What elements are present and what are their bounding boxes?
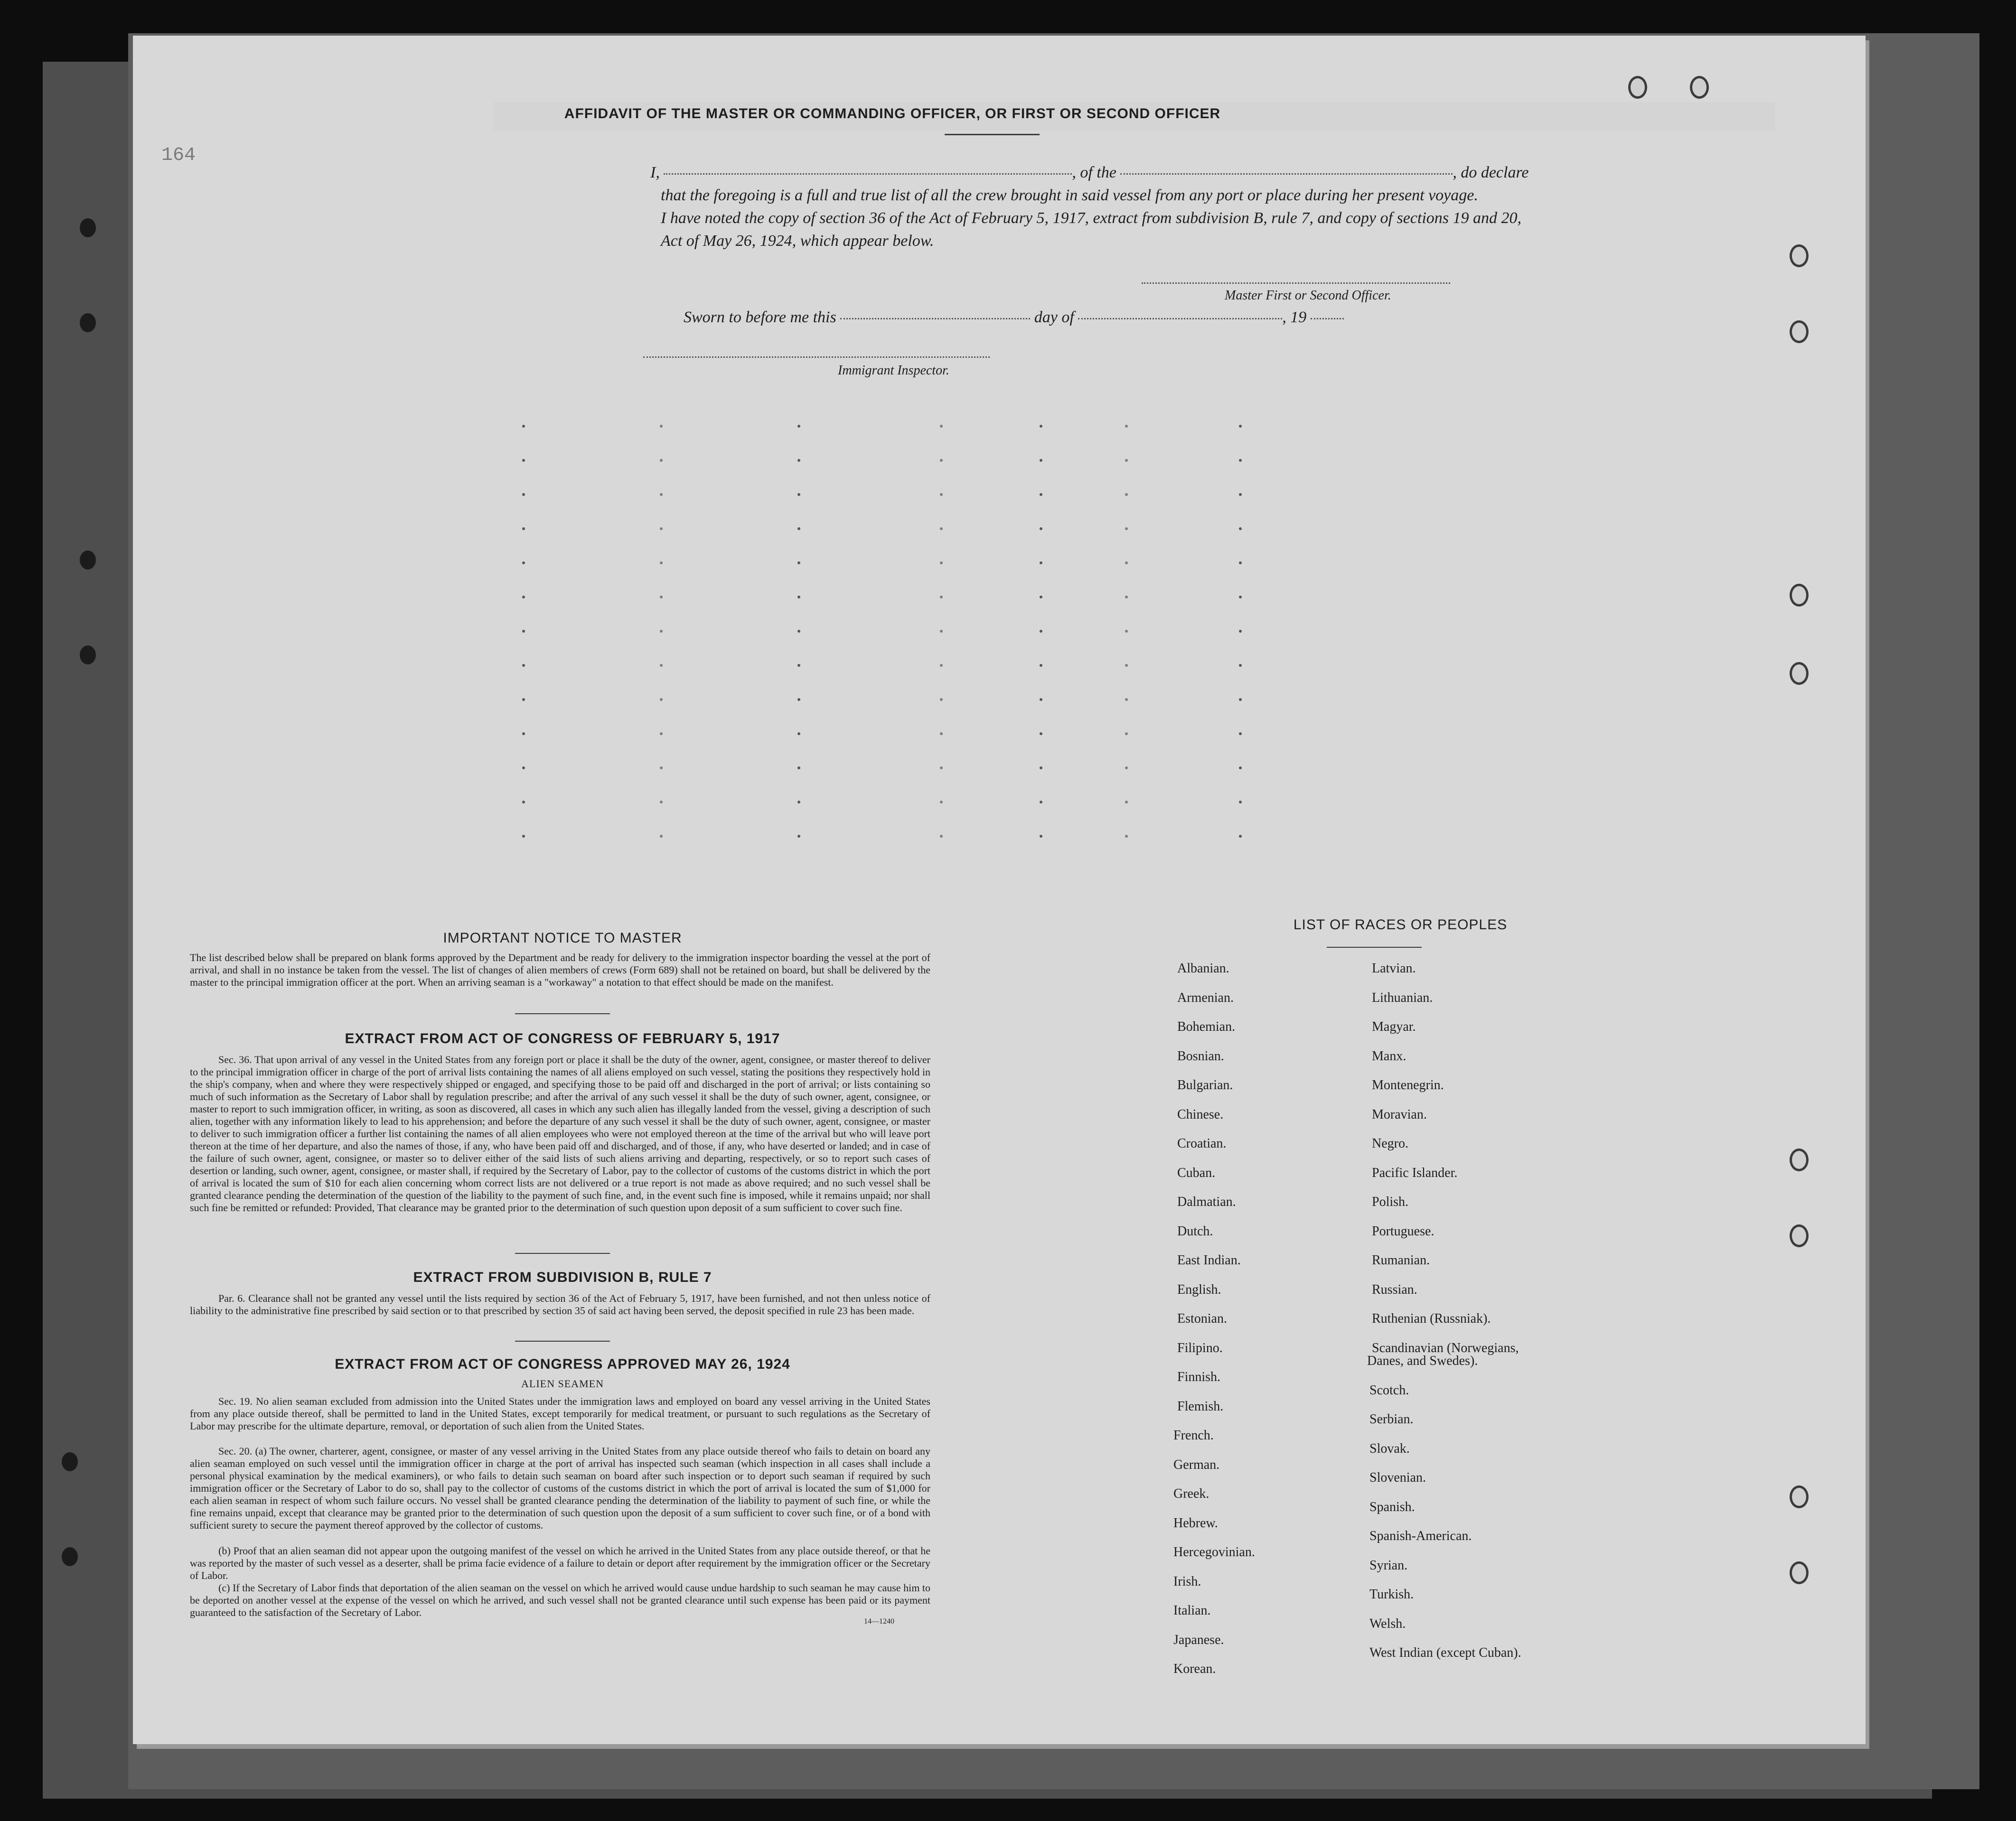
race-item: Pacific Islander.: [1372, 1165, 1458, 1180]
ruling-dot: [1239, 527, 1242, 530]
ruling-dot: [1239, 801, 1242, 803]
race-item: Finnish.: [1177, 1370, 1221, 1384]
rule7-title: EXTRACT FROM SUBDIVISION B, RULE 7: [413, 1270, 712, 1285]
race-item: Manx.: [1372, 1048, 1407, 1064]
ruling-dot: [940, 596, 943, 598]
races-divider: [1327, 947, 1422, 948]
declaration-line-2: that the foregoing is a full and true list of all the crew brought in said vessel from any port or place during her present voyage.: [661, 187, 1478, 204]
ruling-dot: [660, 493, 663, 496]
section-20b-text: (b) Proof that an alien seaman did not appear upon the outgoing manifest of the vessel on which he arrived in the United States from any place outside thereof, or that he was reported by the master of such vessel as a deserter, shall be prima facie evidence of a failure to detain or deport after requirement by the immigration officer or the Secretary of Labor.: [190, 1545, 930, 1581]
ruling-dot: [1239, 732, 1242, 735]
ruling-dot: [1040, 527, 1042, 530]
race-item: Ruthenian (Russniak).: [1372, 1311, 1491, 1326]
race-item: Negro.: [1372, 1136, 1408, 1151]
race-item: English.: [1177, 1282, 1221, 1297]
race-item: Danes, and Swedes).: [1367, 1354, 1478, 1369]
ruling-dot: [660, 698, 663, 701]
ruling-dot: [940, 425, 943, 428]
ruling-dot: [940, 493, 943, 496]
affidavit-title: AFFIDAVIT OF THE MASTER OR COMMANDING OFFICER, OR FIRST OR SECOND OFFICER: [564, 106, 1221, 121]
race-item: Hercegovinian.: [1173, 1545, 1255, 1560]
race-item: Latvian.: [1372, 961, 1416, 976]
form-number: 14—1240: [864, 1617, 894, 1625]
ruling-dot: [522, 493, 525, 496]
ruling-dot: [660, 732, 663, 735]
ruling-dot: [1040, 835, 1042, 838]
notice-body: The list described below shall be prepared on blank forms approved by the Department and be ready for delivery to the immigration inspector boarding the vessel at the port of arrival, and shall in no instance be taken from the vessel. The list of changes of alien members of crews (Form 689) shall not be retained on board, but shall be delivered by the master to the principal immigration officer at the port. When an arriving seaman is a "workaway" a notation to that effect should be made on the manifest.: [190, 952, 930, 988]
declaration-line-3: I have noted the copy of section 36 of the Act of February 5, 1917, extract from subdivision B, rule 7, and copy of sections 19 and 20,: [661, 209, 1522, 227]
ruling-dot: [1125, 425, 1128, 428]
ruling-dot: [660, 766, 663, 769]
ruling-dot: [940, 527, 943, 530]
do-declare-label: , do declare: [1453, 164, 1529, 181]
ruling-dot: [522, 801, 525, 803]
race-item: Spanish-American.: [1369, 1529, 1472, 1544]
ruling-dot: [1040, 561, 1042, 564]
punch-ring: [1790, 1224, 1809, 1247]
declarant-line: [650, 164, 1529, 182]
sworn-label: Sworn to before me this: [684, 308, 836, 326]
race-item: Dalmatian.: [1177, 1195, 1236, 1209]
race-item: Welsh.: [1369, 1616, 1406, 1631]
ruling-dot: [940, 561, 943, 564]
race-item: Hebrew.: [1173, 1515, 1218, 1531]
race-item: Greek.: [1173, 1486, 1210, 1501]
punch-ring: [1628, 76, 1647, 99]
binder-hole: [62, 1452, 78, 1471]
race-item: Spanish.: [1369, 1499, 1415, 1514]
extract-1917-body: Sec. 36. That upon arrival of any vessel in the United States from any foreign port or place it shall be the duty of the owner, agent, consignee, or master thereof to deliver to the principal immigration officer in charge of the port of arrival lists containing the names of all aliens employed on such vessel, stating the positions they respectively hold in the ship's company, when and where they were respectively shipped or engaged, and specifying those to be paid off and discharged in the port of arrival; or lists containing so much of such information as the Secretary of Labor shall by regulation prescribe; and after the arrival of any such vessel it shall be the duty of such owner, agent, consignee, or master to report to such immigration officer, in writing, as soon as discovered, all cases in which any such alien has illegally landed from the vessel, giving a description of such alien, together with any information likely to lead to his apprehension; and before the departure of any such vessel it shall be the duty of such owner, agent, consignee, or master to deliver to such immigration officer a further list containing the names of all alien employees who were not employed thereon at the time of the arrival but who will leave port thereon at the time of her departure, and also the names of those, if any, who have been paid off and discharged, and of those, if any, who have deserted or landed; and in case of the failure of such owner, agent, consignee, or master so to deliver either of the said lists of such aliens arriving and departing, respectively, or so to report such cases of desertion or landing, such owner, agent, consignee, or master shall, if required by the Secretary of Labor, pay to the collector of customs of the customs district in which the port of arrival is located the sum of $10 for each alien concerning whom correct lists are not delivered or a true report is not made as above required; and no such vessel shall be granted clearance pending the determination of the question of the liability to the payment of such fine, and, in the event such fine is imposed, while it remains unpaid; nor shall such fine be remitted or refunded: Provided, That clearance may be granted prior to the determination of such question upon deposit of a sum sufficient to cover such fine.: [190, 1054, 930, 1214]
sworn-year-field[interactable]: [1311, 318, 1344, 319]
race-item: Korean.: [1173, 1662, 1216, 1676]
race-item: Slovenian.: [1369, 1470, 1426, 1485]
race-item: Portuguese.: [1372, 1223, 1435, 1239]
ruling-dot: [1239, 630, 1242, 633]
race-item: Croatian.: [1177, 1136, 1227, 1151]
ruling-dot: [1040, 596, 1042, 598]
ruling-dot: [1125, 459, 1128, 462]
sworn-line: [684, 308, 1344, 327]
ruling-dot: [797, 801, 800, 803]
ruling-dot: [522, 425, 525, 428]
ruling-dot: [1040, 630, 1042, 633]
ruling-dot: [1040, 493, 1042, 496]
ruling-dot: [797, 425, 800, 428]
punch-ring: [1790, 662, 1809, 685]
sworn-day-field[interactable]: [840, 318, 1030, 319]
race-item: Italian.: [1173, 1603, 1211, 1618]
ruling-dot: [1040, 459, 1042, 462]
race-item: Flemish.: [1177, 1399, 1224, 1414]
race-item: Magyar.: [1372, 1019, 1416, 1034]
binder-hole: [80, 551, 96, 570]
i-label: I,: [650, 164, 660, 181]
race-item: Moravian.: [1372, 1107, 1427, 1122]
ruling-dot: [1125, 493, 1128, 496]
ruling-dot: [797, 459, 800, 462]
ruling-dot: [1239, 766, 1242, 769]
ruling-dot: [940, 459, 943, 462]
notice-title: IMPORTANT NOTICE TO MASTER: [443, 930, 682, 946]
race-item: East Indian.: [1177, 1253, 1241, 1268]
ruling-dot: [1125, 664, 1128, 667]
ruling-dot: [797, 561, 800, 564]
ruling-dot: [797, 596, 800, 598]
punch-ring: [1690, 76, 1709, 99]
ruling-dot: [522, 835, 525, 838]
race-item: French.: [1173, 1428, 1214, 1443]
ruling-dot: [1125, 732, 1128, 735]
ruling-dot: [1239, 835, 1242, 838]
section-20c-text: (c) If the Secretary of Labor finds that deportation of the alien seaman on the vessel on which he arrived would cause undue hardship to such seaman he may cause him to be deported on another vessel at the expense of the vessel on which he arrived, and such vessel shall not be granted clearance until such expense has been paid or its payment guaranteed to the satisfaction of the Secretary of Labor.: [190, 1582, 930, 1618]
title-divider: [945, 134, 1040, 135]
ruling-dot: [660, 459, 663, 462]
race-item: Chinese.: [1177, 1107, 1224, 1122]
ruling-dot: [1239, 596, 1242, 598]
ruling-dot: [1040, 698, 1042, 701]
binder-hole: [62, 1547, 78, 1566]
rule7-divider: [515, 1341, 610, 1342]
ruling-dot: [1125, 835, 1128, 838]
ruling-dot: [940, 630, 943, 633]
ruling-dot: [1040, 425, 1042, 428]
race-item: Japanese.: [1173, 1632, 1224, 1647]
ruling-dot: [1125, 630, 1128, 633]
manifest-page: [133, 36, 1866, 1744]
ruling-dot: [1040, 766, 1042, 769]
race-item: Dutch.: [1177, 1223, 1213, 1239]
race-item: Slovak.: [1369, 1441, 1410, 1456]
ruling-dot: [1239, 561, 1242, 564]
race-item: Syrian.: [1369, 1558, 1408, 1573]
ruling-dot: [660, 664, 663, 667]
ruling-dot: [1040, 664, 1042, 667]
ruling-dot: [797, 630, 800, 633]
ruling-dot: [660, 801, 663, 803]
ruling-dot: [1239, 493, 1242, 496]
race-item: Russian.: [1372, 1282, 1417, 1297]
ruling-dot: [797, 766, 800, 769]
race-item: Montenegrin.: [1372, 1078, 1444, 1093]
race-item: Serbian.: [1369, 1412, 1414, 1427]
ruling-dot: [660, 630, 663, 633]
ruling-dot: [797, 732, 800, 735]
race-item: Irish.: [1173, 1574, 1201, 1589]
race-item: Scandinavian (Norwegians,: [1372, 1340, 1519, 1355]
notice-divider: [515, 1013, 610, 1014]
ruling-dot: [660, 425, 663, 428]
ruling-dot: [660, 596, 663, 598]
declarant-name-field[interactable]: [664, 173, 1072, 175]
ruling-dot: [1125, 766, 1128, 769]
ruling-dot: [797, 835, 800, 838]
ruling-dot: [660, 835, 663, 838]
ruling-dot: [1239, 664, 1242, 667]
inspector-signature-field[interactable]: [643, 356, 990, 358]
ruling-dot: [940, 835, 943, 838]
ruling-dot: [940, 766, 943, 769]
race-item: Armenian.: [1177, 990, 1234, 1005]
extract-1924-title: EXTRACT FROM ACT OF CONGRESS APPROVED MAY 26, 1924: [335, 1356, 790, 1372]
ruling-dot: [1125, 561, 1128, 564]
binder-hole: [80, 313, 96, 332]
ruling-dot: [797, 527, 800, 530]
ruling-dot: [1125, 527, 1128, 530]
inspector-label: Immigrant Inspector.: [838, 363, 949, 378]
alien-seamen-subtitle: ALIEN SEAMEN: [521, 1378, 604, 1390]
ruling-dot: [522, 664, 525, 667]
race-item: Bosnian.: [1177, 1048, 1224, 1064]
ruling-dot: [1239, 425, 1242, 428]
ruling-dot: [522, 630, 525, 633]
declaration-line-4: Act of May 26, 1924, which appear below.: [661, 232, 934, 250]
race-item: Polish.: [1372, 1195, 1409, 1209]
race-item: Rumanian.: [1372, 1253, 1430, 1268]
extract-1917-title: EXTRACT FROM ACT OF CONGRESS OF FEBRUARY 5, 1917: [345, 1031, 780, 1046]
of-the-label: , of the: [1072, 164, 1116, 181]
race-item: Turkish.: [1369, 1587, 1414, 1602]
year-label: , 19: [1282, 308, 1307, 326]
ruling-dot: [522, 596, 525, 598]
section-20a-text: Sec. 20. (a) The owner, charterer, agent, consignee, or master of any vessel arriving in the United States from any place outside thereof who fails to detain on board any alien seaman employed on such vessel until the immigration officer in charge at the port of arrival has inspected such seaman (which inspection in all cases shall include a personal physical examination by the medical examiners), or who fails to detain such seaman on board after such inspection or to deport such seaman if required by such immigration officer or the Secretary of Labor to do so, shall pay to the collector of customs of the customs district in which the port of arrival is located the sum of $1,000 for each alien seaman in respect of whom such failure occurs. No vessel shall be granted clearance pending the determination of the liability to payment of such fine, or while the fine remains unpaid, except that clearance may be granted prior to the determination of such question upon the deposit of a sum sufficient to cover such fine, or of a bond with sufficient surety to secure the payment thereof approved by the collector of customs.: [190, 1445, 930, 1531]
race-item: Filipino.: [1177, 1340, 1223, 1355]
ruling-dot: [1040, 801, 1042, 803]
punch-ring: [1790, 584, 1809, 607]
section-19-text: Sec. 19. No alien seaman excluded from admission into the United States under the immigration laws and employed on board any vessel arriving in the United States from any place outside thereof, shall be permitted to land in the United States, except temporarily for medical treatment, or pursuant to such regulations as the Secretary of Labor may prescribe for the ultimate departure, removal, or deportation of such alien from the United States.: [190, 1395, 930, 1432]
race-item: Bulgarian.: [1177, 1078, 1233, 1093]
ruling-dot: [660, 527, 663, 530]
race-item: Lithuanian.: [1372, 990, 1433, 1005]
ruling-dot: [1239, 698, 1242, 701]
race-item: West Indian (except Cuban).: [1369, 1645, 1521, 1661]
extract-1917-divider: [515, 1253, 610, 1254]
race-item: Cuban.: [1177, 1165, 1216, 1180]
punch-ring: [1790, 1561, 1809, 1584]
ruling-dot: [522, 698, 525, 701]
ruling-dot: [940, 698, 943, 701]
binder-hole: [80, 645, 96, 664]
ruling-dot: [797, 698, 800, 701]
race-item: Bohemian.: [1177, 1019, 1236, 1034]
binder-hole: [80, 218, 96, 237]
race-item: Albanian.: [1177, 961, 1229, 976]
race-item: Estonian.: [1177, 1311, 1227, 1326]
margin-note: 164: [161, 145, 196, 166]
ruling-dot: [522, 766, 525, 769]
ruling-dot: [797, 664, 800, 667]
ruling-dot: [660, 561, 663, 564]
ruling-dot: [940, 664, 943, 667]
sworn-month-field[interactable]: [1078, 318, 1282, 319]
master-signature-field[interactable]: [1142, 282, 1450, 284]
vessel-name-field[interactable]: [1120, 173, 1453, 175]
ruling-dot: [1125, 698, 1128, 701]
race-item: German.: [1173, 1457, 1220, 1472]
ruling-dot: [522, 527, 525, 530]
races-title: LIST OF RACES OR PEOPLES: [1293, 917, 1508, 933]
punch-ring: [1790, 244, 1809, 267]
ruling-dot: [522, 459, 525, 462]
ruling-dot: [797, 493, 800, 496]
ruling-dot: [1125, 596, 1128, 598]
race-item: Scotch.: [1369, 1382, 1409, 1398]
punch-ring: [1790, 320, 1809, 343]
day-of-label: day of: [1034, 308, 1074, 326]
master-signature-label: Master First or Second Officer.: [1225, 288, 1391, 303]
rule7-body: Par. 6. Clearance shall not be granted any vessel until the lists required by section 36 of the Act of February 5, 1917, have been furnished, and not then unless notice of liability to the administrative fine prescribed by said section or to that prescribed by section 35 of said act having been served, the deposit specified in rule 23 has been made.: [190, 1292, 930, 1317]
ruling-dot: [940, 801, 943, 803]
punch-ring: [1790, 1149, 1809, 1171]
ruling-dot: [1239, 459, 1242, 462]
ruling-dot: [522, 732, 525, 735]
ruling-dot: [522, 561, 525, 564]
ruling-dot: [1125, 801, 1128, 803]
ruling-dot: [1040, 732, 1042, 735]
ruling-dot: [940, 732, 943, 735]
punch-ring: [1790, 1485, 1809, 1508]
